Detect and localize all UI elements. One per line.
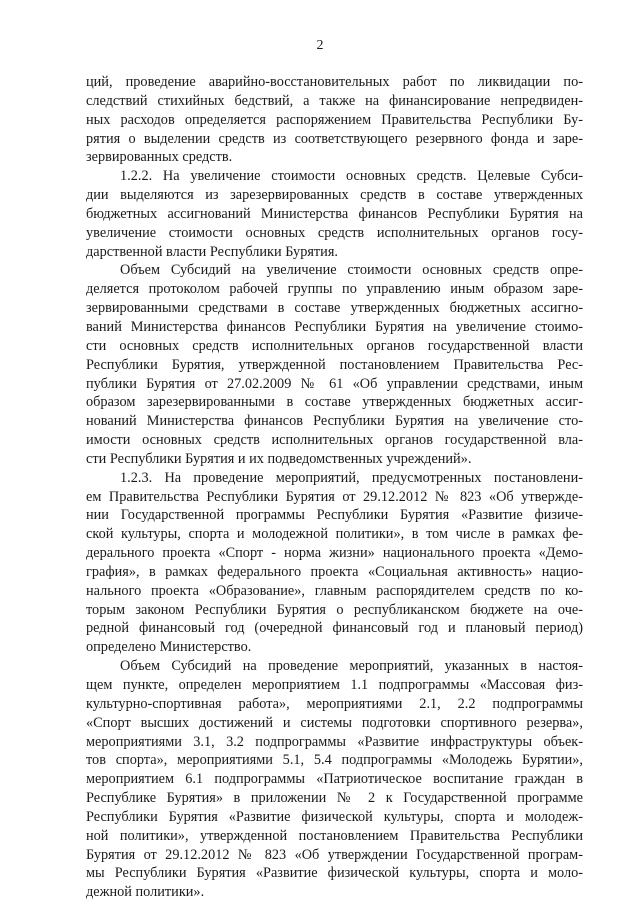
text-line: публики Бурятия от 27.02.2009 № 61 «Об управлении средствами, иным: [86, 375, 583, 392]
text-line: мы Республики Бурятия «Развитие физической культуры, спорта и моло-: [86, 865, 583, 882]
text-line: дарственной власти Республики Бурятия.: [86, 243, 338, 260]
page-number: 2: [316, 38, 324, 53]
text-line: Объем Субсидий на увеличение стоимости основных средств опре-: [120, 262, 583, 279]
text-line: Объем Субсидий на проведение мероприятий, указанных в настоя-: [120, 658, 583, 675]
text-line: сти Республики Бурятия и их подведомственных учреждений».: [86, 450, 472, 467]
text-line: ций, проведение аварийно-восстановительных работ по ликвидации по-: [86, 74, 583, 90]
text-line: ской культуры, спорта и молодежной политики», в том числе в рамках фе-: [86, 526, 583, 543]
text-line: «Спорт высших достижений и системы подготовки спортивного резерва»,: [86, 714, 583, 731]
text-line: мероприятиями 3.1, 3.2 подпрограммы «Развитие инфраструктуры объек-: [86, 733, 583, 750]
text-line: Республике Бурятия» в приложении № 2 к Государственной программе: [86, 790, 583, 807]
text-line: культурно-спортивная работа», мероприятиями 2.1, 2.2 подпрограммы: [86, 695, 583, 712]
text-line: зервированных средств.: [86, 149, 233, 166]
text-line: дии выделяются из зарезервированных средств в составе утвержденных: [86, 187, 583, 204]
text-line: образом зарезервированными в составе утвержденных бюджетных ассиг-: [86, 394, 583, 411]
text-line: нований Министерства финансов Республики Бурятия на увеличение сто-: [86, 413, 583, 430]
text-line: 1.2.3. На проведение мероприятий, предусмотренных постановлени-: [120, 469, 583, 486]
text-line: Республики Бурятия, утвержденной постановлением Правительства Рес-: [86, 356, 583, 373]
text-line: тов спорта», мероприятиями 5.1, 5.4 подпрограммы «Молодежь Бурятии»,: [86, 752, 583, 769]
paragraph-subsidy-volume-fixed-assets: [86, 261, 583, 468]
text-line: ных расходов определяется распоряжением Правительства Республики Бу-: [86, 111, 583, 128]
text-line: Республики Бурятия «Развитие физической культуры, спорта и молодеж-: [86, 808, 583, 825]
text-line: увеличение стоимости основных средств исполнительных органов госу-: [86, 224, 583, 241]
text-line: имости основных средств исполнительных органов государственной вла-: [86, 432, 583, 449]
text-line: Бурятия от 29.12.2012 № 823 «Об утверждении Государственной програм-: [86, 846, 583, 863]
text-line: мероприятием 6.1 подпрограммы «Патриотическое воспитание граждан в: [86, 771, 583, 788]
text-line: редной финансовый год (очередной финансовый год и плановый период): [86, 620, 583, 637]
text-line: ваний Министерства финансов Республики Бурятия на увеличение стоимо-: [86, 318, 583, 335]
text-line: дежной политики».: [86, 884, 205, 901]
paragraph-section-1-2-3: [86, 469, 583, 657]
text-line: сти основных средств исполнительных органов государственной власти: [86, 337, 583, 354]
text-line: рятия о выделении средств из соответствующего резервного фонда и заре-: [86, 130, 583, 147]
text-line: торым законом Республики Бурятия о республиканском бюджете на оче-: [86, 601, 583, 618]
paragraph-continuation: [86, 73, 583, 167]
text-line: дерального проекта «Спорт - норма жизни» национального проекта «Демо-: [86, 545, 583, 562]
text-line: 1.2.2. На увеличение стоимости основных средств. Целевые Субси-: [120, 168, 583, 185]
text-line: нального проекта «Образование», главным распорядителем средств по ко-: [86, 582, 583, 599]
paragraph-subsidy-volume-events: [86, 657, 583, 902]
document-body: [86, 73, 583, 902]
text-line: ем Правительства Республики Бурятия от 29.12.2012 № 823 «Об утвержде-: [86, 488, 583, 505]
text-line: определено Министерство.: [86, 639, 252, 656]
text-line: нии Государственной программы Республики Бурятия «Развитие физиче-: [86, 507, 583, 524]
text-line: бюджетных ассигнований Министерства финансов Республики Бурятия на: [86, 205, 583, 222]
paragraph-section-1-2-2: [86, 167, 583, 261]
text-line: зервированными средствами в составе утвержденных бюджетных ассигно-: [86, 300, 583, 317]
text-line: следствий стихийных бедствий, а также на финансирование непредвиден-: [86, 92, 583, 109]
text-line: деляется протоколом рабочей группы по управлению иным образом заре-: [86, 281, 583, 298]
text-line: ной политики», утвержденной постановлением Правительства Республики: [86, 827, 583, 844]
text-line: графия», в рамках федерального проекта «Социальная активность» нацио-: [86, 563, 583, 580]
text-line: щем пункте, определен мероприятием 1.1 подпрограммы «Массовая физ-: [86, 677, 583, 693]
